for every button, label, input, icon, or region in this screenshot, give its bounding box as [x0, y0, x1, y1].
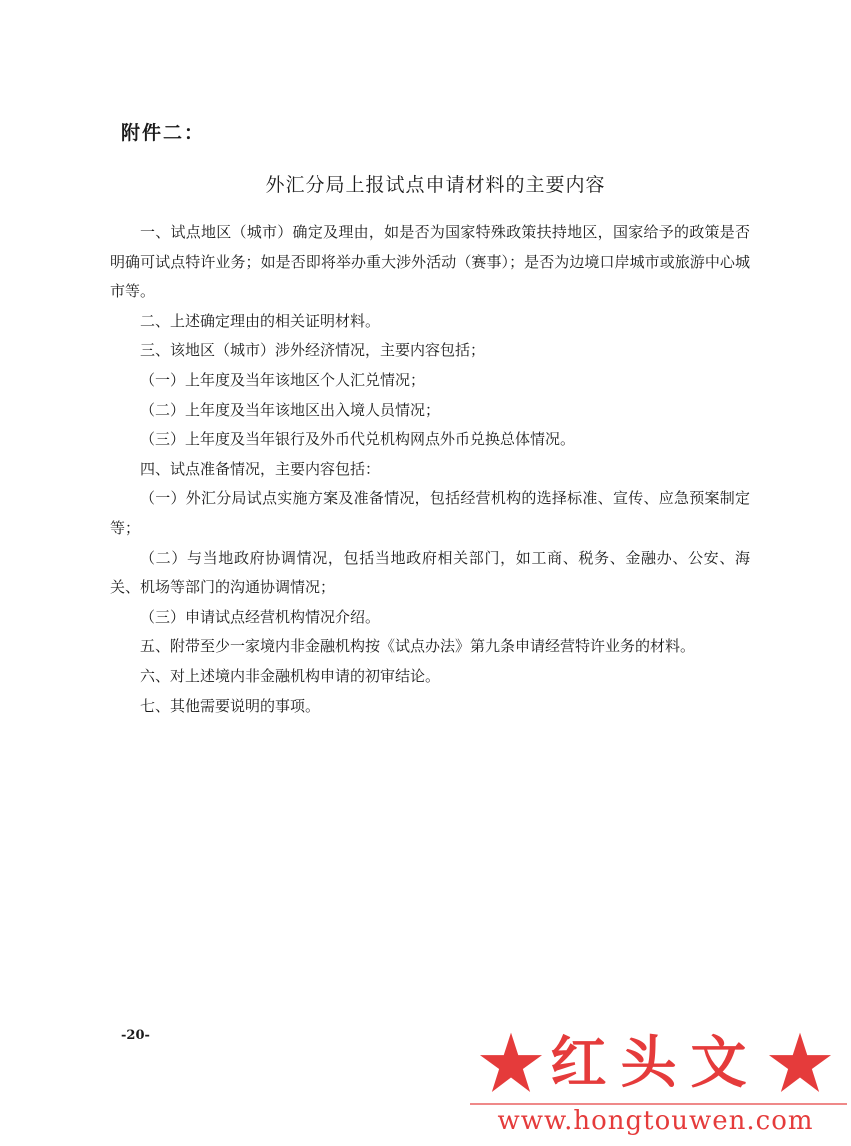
page-number: -20- [121, 1028, 150, 1043]
paragraph-12: 六、对上述境内非金融机构申请的初审结论。 [140, 666, 441, 685]
attachment-label: 附件二： [121, 122, 206, 144]
paragraph-6: （三）上年度及当年银行及外币代兑机构网点外币兑换总体情况。 [140, 430, 576, 449]
document-title: 外汇分局上报试点申请材料的主要内容 [265, 174, 606, 196]
watermark-divider [470, 1103, 847, 1105]
paragraph-2: 二、上述确定理由的相关证明材料。 [140, 311, 381, 330]
paragraph-3: 三、该地区（城市）涉外经济情况，主要内容包括； [140, 341, 486, 360]
paragraph-1: 一、试点地区（城市）确定及理由，如是否为国家特殊政策扶持地区，国家给予的政策是否明确可试点特许业务；如是否即将举办重大涉外活动（赛事）；是否为边境口岸城市或旅游中心城市等。 [110, 223, 750, 301]
paragraph-11: 五、附带至少一家境内非金融机构按《试点办法》第九条申请经营特许业务的材料。 [140, 637, 696, 656]
star-icon [767, 1030, 833, 1096]
paragraph-9: （二）与当地政府协调情况，包括当地政府相关部门，如工商、税务、金融办、公安、海关、机场等部门的沟通协调情况； [110, 548, 750, 597]
watermark-text: 红头文 [550, 1030, 761, 1096]
paragraph-8: （一）外汇分局试点实施方案及准备情况，包括经营机构的选择标准、宣传、应急预案制定等； [110, 489, 750, 537]
star-icon [478, 1030, 544, 1096]
paragraph-7: 四、试点准备情况，主要内容包括： [140, 459, 381, 478]
document-body [110, 218, 750, 721]
paragraph-10: （三）申请试点经营机构情况介绍。 [140, 607, 381, 626]
paragraph-5: （二）上年度及当年该地区出入境人员情况； [140, 400, 441, 419]
watermark-url: www.hongtouwen.com [497, 1106, 814, 1136]
paragraph-13: 七、其他需要说明的事项。 [140, 696, 321, 715]
watermark-banner [460, 1022, 851, 1104]
paragraph-4: （一）上年度及当年该地区个人汇兑情况； [140, 370, 426, 389]
watermark [460, 1022, 851, 1146]
